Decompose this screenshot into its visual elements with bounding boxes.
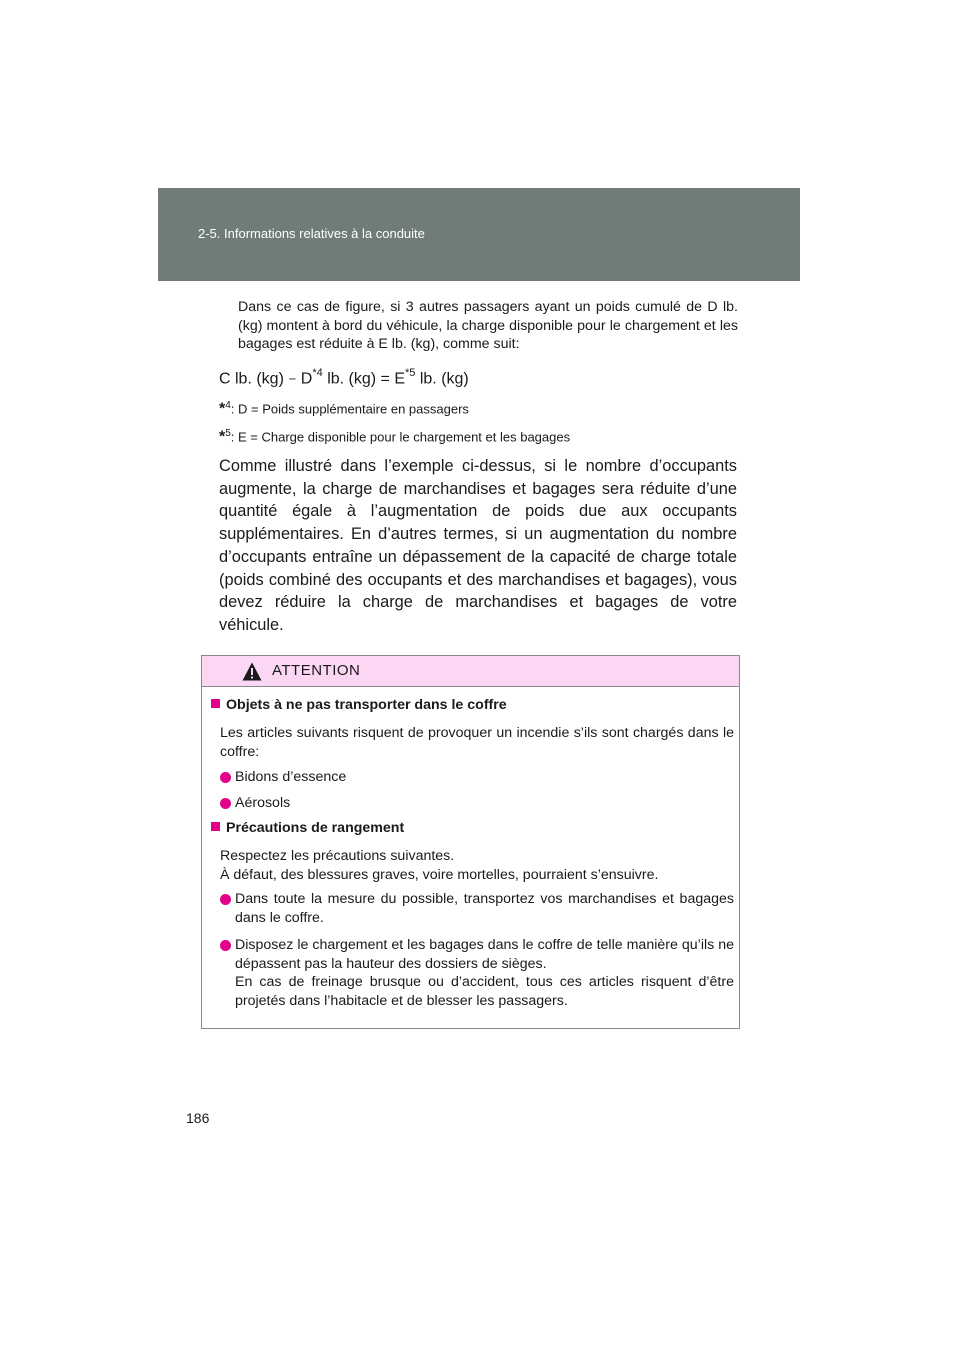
formula-part: C lb. (kg) [219, 370, 289, 388]
main-paragraph: Comme illustré dans l’exemple ci-dessus, si le nombre d’occupants augmente, la charge de marchandises et bagages sera réduite d’une quantité égale à l’augmentation de poids due aux occupants supplémentaires. En d’autres termes, si un augmentation du nombre d’occupants entraîne un dépassement de la capacité de charge totale (poids combiné des occupants et des marchandises et bagages), vous devez réduire la charge de marchandises et bagages de votre véhicule. [219, 457, 737, 634]
list-item-line: Disposez le chargement et les bagages dans le coffre de telle manière qu’ils ne dépassent pas la hauteur des dossiers de sièges. [235, 937, 734, 972]
circle-bullet-icon [220, 940, 231, 951]
attention-title: ATTENTION [272, 662, 361, 679]
intro-paragraph: Dans ce cas de figure, si 3 autres passagers ayant un poids cumulé de D lb. (kg) montent à bord du véhicule, la charge disponible pour le chargement et les bagages est réduite à E lb. (kg), comme suit: [238, 299, 738, 352]
load-formula [219, 368, 469, 388]
square-marker-icon [211, 699, 220, 708]
section-heading-text: Précautions de rangement [226, 820, 405, 836]
page-number: 186 [186, 1110, 210, 1126]
footnote-d [219, 400, 469, 418]
formula-part: D [296, 370, 313, 388]
warning-triangle-icon [242, 662, 262, 681]
footnote-e [219, 428, 570, 446]
section-text-line: Respectez les précautions suivantes. [220, 848, 455, 864]
footnote-text: : D = Poids supplémentaire en passagers [230, 401, 469, 417]
list-item [220, 768, 734, 787]
formula-part: lb. (kg) = E [322, 370, 405, 388]
section-text: Les articles suivants risquent de provoquer un incendie s’ils sont chargés dans le coffre: [220, 725, 734, 760]
list-item-text [235, 936, 734, 1010]
footnote-ref: *5 [405, 367, 416, 379]
square-marker-icon [211, 822, 220, 831]
list-item-text: Dans toute la mesure du possible, transportez vos marchandises et bagages dans le coffre. [235, 891, 734, 926]
attention-header [202, 656, 739, 687]
section-heading [211, 697, 507, 713]
footnote-star: * [219, 428, 226, 446]
footnote-star: * [219, 400, 226, 418]
section-text [220, 847, 734, 884]
attention-box [201, 655, 740, 1029]
formula-part: lb. (kg) [415, 370, 469, 388]
section-text-line: À défaut, des blessures graves, voire mortelles, pourraient s’ensuivre. [220, 866, 659, 883]
list-item-text: Bidons d’essence [235, 769, 347, 785]
list-item [220, 936, 734, 1010]
section-header-band [158, 188, 800, 281]
list-item [220, 890, 734, 927]
footnote-number: 5 [225, 428, 231, 439]
list-item-line: En cas de freinage brusque ou d’accident, tous ces articles risquent d’être projetés dans l’habitacle et de blesser les passagers. [235, 974, 734, 1009]
footnote-text: : E = Charge disponible pour le chargement et les bagages [230, 429, 571, 445]
circle-bullet-icon [220, 798, 231, 809]
circle-bullet-icon [220, 772, 231, 783]
list-item-text: Aérosols [235, 795, 291, 811]
list-item [220, 794, 734, 813]
section-heading-text: Objets à ne pas transporter dans le coffre [226, 697, 507, 713]
footnote-ref: *4 [312, 367, 323, 379]
section-heading [211, 820, 404, 836]
minus-sign: – [288, 368, 297, 388]
footnote-number: 4 [225, 400, 231, 411]
section-title: 2-5. Informations relatives à la conduite [198, 226, 425, 241]
circle-bullet-icon [220, 894, 231, 905]
